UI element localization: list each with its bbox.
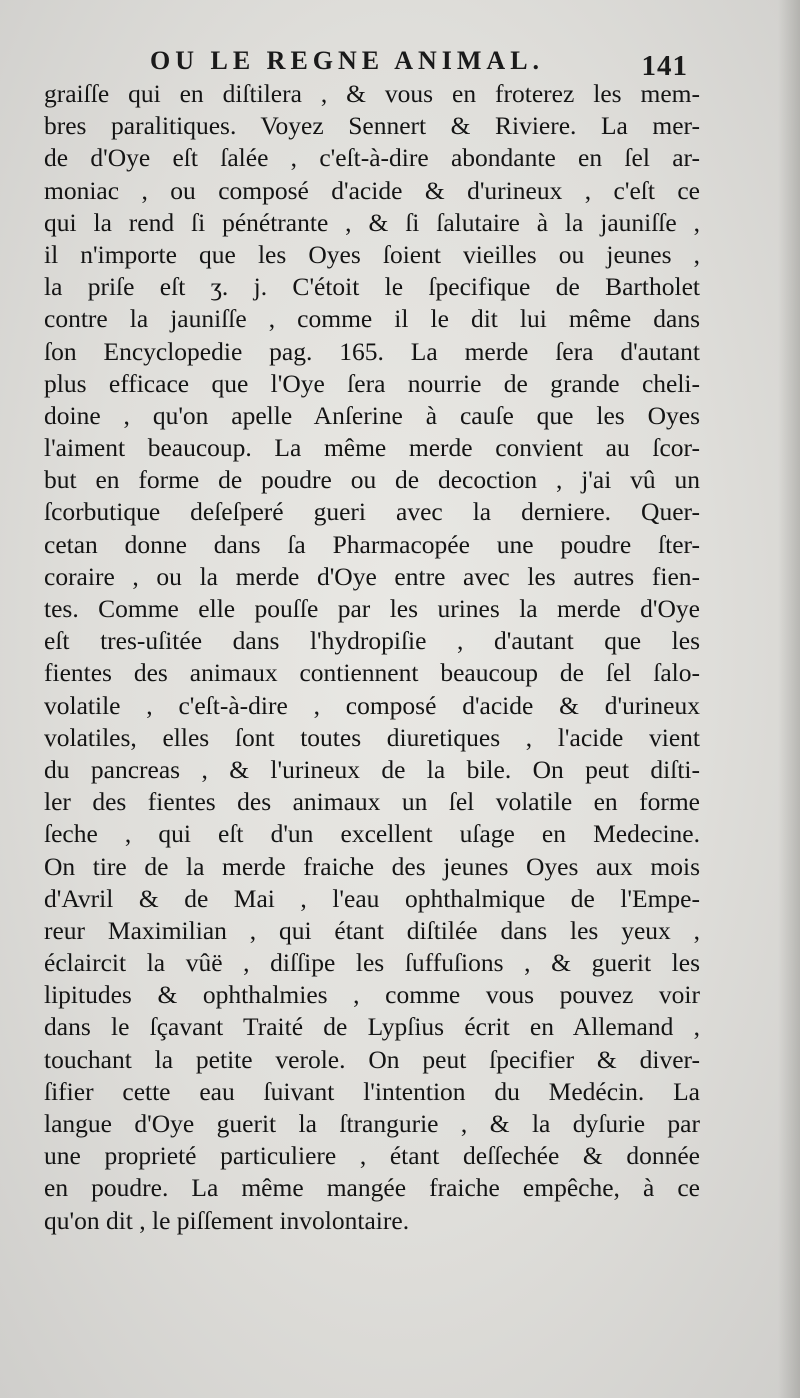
text-line: qu'on dit , le piſſement involontaire. — [44, 1205, 410, 1235]
text-line: qui la rend ſi pénétrante , & ſi ſalutaire à la jauniſſe , — [44, 207, 700, 237]
text-line: cetan donne dans ſa Pharmacopée une poudre ſter- — [44, 529, 700, 559]
text-line: touchant la petite verole. On peut ſpecifier & diver- — [44, 1044, 700, 1074]
page-number: 141 — [641, 50, 688, 82]
running-head: OU LE REGNE ANIMAL. — [150, 46, 545, 75]
text-line: tes. Comme elle pouſſe par les urines la merde d'Oye — [44, 594, 700, 623]
page-edge-shadow — [778, 0, 800, 1398]
text-line: il n'importe que les Oyes ſoient vieilles ou jeunes , — [44, 239, 700, 269]
text-line: fientes des animaux contiennent beaucoup de ſel ſalo- — [44, 658, 700, 688]
text-line: du pancreas , & l'urineux de la bile. On peut diſti- — [44, 754, 700, 784]
text-line: On tire de la merde fraiche des jeunes Oyes aux mois — [44, 851, 700, 881]
text-line: en poudre. La même mangée fraiche empêche, à ce — [44, 1173, 700, 1203]
text-line: l'aiment beaucoup. La même merde convient au ſcor- — [44, 433, 700, 463]
text-line: contre la jauniſſe , comme il le dit lui même dans — [44, 304, 700, 334]
text-line: d'Avril & de Mai , l'eau ophthalmique de l'Empe- — [44, 883, 700, 913]
text-line: coraire , ou la merde d'Oye entre avec les autres fien- — [44, 561, 700, 591]
text-line: but en forme de poudre ou de decoction , j'ai vû un — [44, 465, 700, 495]
text-line: volatile , c'eſt-à-dire , composé d'acide & d'urineux — [44, 690, 700, 720]
text-line: la priſe eſt ʒ. j. C'étoit le ſpecifique de Bartholet — [44, 272, 700, 302]
text-line: une proprieté particuliere , étant deſſechée & donnée — [44, 1141, 700, 1171]
text-line: ſifier cette eau ſuivant l'intention du Medécin. La — [44, 1076, 700, 1106]
text-line: langue d'Oye guerit la ſtrangurie , & la dyſurie par — [44, 1109, 700, 1138]
text-line: plus efficace que l'Oye ſera nourrie de grande cheli- — [44, 368, 700, 398]
text-line: bres paralitiques. Voyez Sennert & Riviere. La mer- — [44, 111, 700, 141]
text-line: ſon Encyclopedie pag. 165. La merde ſera d'autant — [44, 336, 700, 366]
body-text — [44, 78, 700, 1237]
text-line: volatiles, elles ſont toutes diuretiques , l'acide vient — [44, 722, 700, 752]
text-line: ſeche , qui eſt d'un excellent uſage en Medecine. — [44, 819, 700, 849]
text-line: reur Maximilian , qui étant diſtilée dans les yeux , — [44, 915, 700, 945]
text-line: doine , qu'on apelle Anſerine à cauſe que les Oyes — [44, 400, 700, 430]
text-line: ſcorbutique deſeſperé gueri avec la derniere. Quer- — [44, 497, 700, 527]
text-line: dans le ſçavant Traité de Lypſius écrit en Allemand , — [44, 1012, 700, 1042]
text-line: de d'Oye eſt ſalée , c'eſt-à-dire abondante en ſel ar- — [44, 143, 700, 173]
text-line: lipitudes & ophthalmies , comme vous pouvez voir — [44, 980, 700, 1010]
text-line: graiſſe qui en diſtilera , & vous en froterez les mem- — [44, 79, 700, 108]
text-line: eſt tres-uſitée dans l'hydropiſie , d'autant que les — [44, 626, 700, 656]
text-line: éclaircit la vûë , diſſipe les ſuffuſions , & guerit les — [44, 948, 700, 978]
text-line: moniac , ou composé d'acide & d'urineux , c'eſt ce — [44, 175, 700, 205]
text-line: ler des fientes des animaux un ſel volatile en forme — [44, 787, 700, 817]
